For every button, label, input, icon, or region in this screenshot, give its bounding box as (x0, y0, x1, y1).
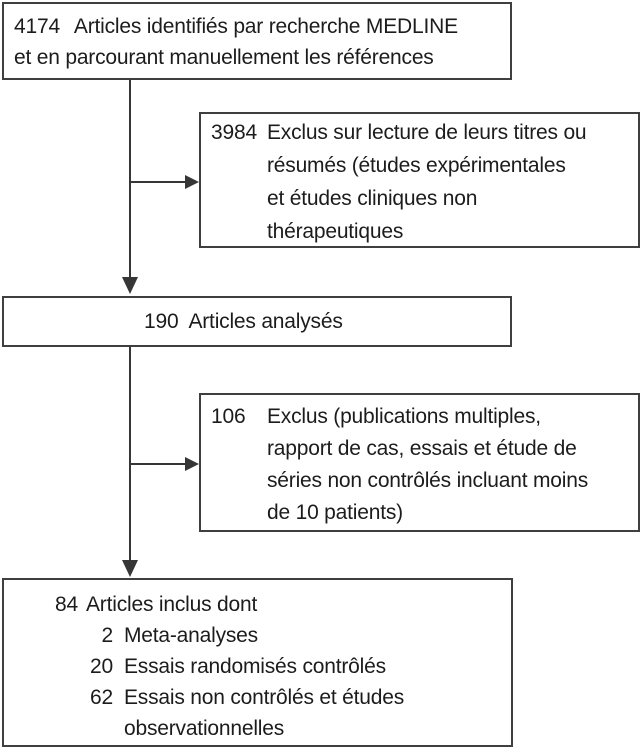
included-sub-label: Essais randomisés contrôlés (124, 655, 386, 678)
included-row (16, 620, 507, 651)
identified-count: 4174 (14, 15, 60, 38)
included-row (16, 682, 507, 713)
connector-branch-top (130, 181, 186, 183)
excluded-other-line: de 10 patients) (267, 501, 403, 524)
included-sub-count: 2 (101, 624, 113, 647)
arrowhead-down-icon (122, 560, 138, 577)
identified-line-1 (14, 11, 506, 42)
excluded-other-line: rapport de cas, essais et étude de (267, 437, 577, 460)
included-count: 84 (55, 593, 78, 616)
arrowhead-right-icon (185, 175, 199, 189)
excluded-titles-text (267, 116, 634, 248)
included-label: Articles inclus dont (86, 593, 258, 616)
included-sub-count: 62 (90, 686, 113, 709)
connector-line-top (129, 80, 131, 277)
included-row (16, 713, 507, 744)
flow-box-analyzed (2, 296, 512, 347)
included-sub-count (16, 713, 113, 744)
arrowhead-down-icon (122, 277, 138, 294)
included-sub-label: Meta-analyses (124, 624, 258, 647)
excluded-titles-line: Exclus sur lecture de leurs titres ou (267, 121, 587, 144)
connector-branch-bottom (130, 463, 186, 465)
identified-label: Articles identifiés par recherche MEDLINE (73, 15, 458, 38)
included-row (16, 651, 507, 682)
excluded-titles-line: thérapeutiques (267, 220, 404, 243)
flow-box-identified (2, 2, 512, 80)
arrowhead-right-icon (185, 457, 199, 471)
excluded-other-count: 106 (211, 405, 246, 428)
flow-box-included (2, 578, 513, 747)
identified-line-2: et en parcourant manuellement les références (14, 46, 434, 69)
included-sub-label: observationnelles (124, 717, 285, 740)
excluded-titles-count: 3984 (211, 121, 257, 144)
included-sub-count: 20 (90, 655, 113, 678)
flow-box-excluded-titles (199, 112, 640, 248)
analyzed-count: 190 (144, 309, 179, 333)
included-row (16, 589, 507, 620)
flow-box-excluded-other (199, 393, 640, 532)
excluded-other-text (267, 401, 634, 529)
included-sub-label: Essais non contrôlés et études (124, 686, 405, 709)
excluded-titles-line: et études cliniques non (267, 187, 478, 210)
excluded-other-line: Exclus (publications multiples, (267, 405, 541, 428)
analyzed-label: Articles analysés (188, 309, 343, 333)
connector-line-bottom (129, 347, 131, 560)
excluded-titles-line: résumés (études expérimentales (267, 154, 566, 177)
excluded-other-line: séries non contrôlés incluant moins (267, 469, 589, 492)
